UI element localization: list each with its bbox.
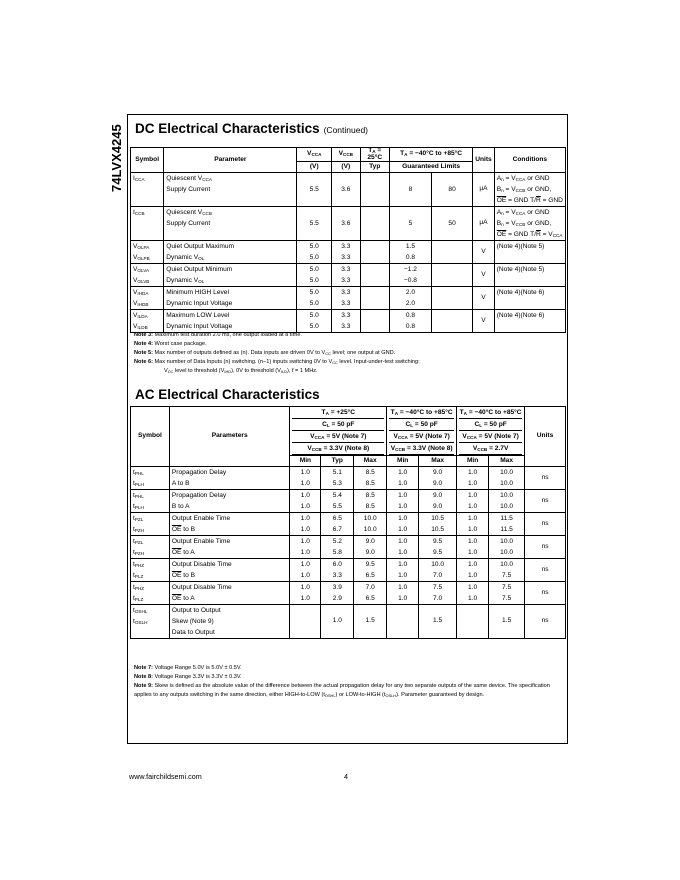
dc-row xyxy=(131,310,566,333)
dc-parameter: Quiet Output Maximum Dynamic $V_{OL}$ xyxy=(164,241,297,264)
side-part-number xyxy=(108,114,126,194)
dc-limit-85c xyxy=(431,241,472,264)
dc-units: µA xyxy=(473,173,494,207)
ac-parameter: Output Disable Time $\overline{OE}$ to B xyxy=(169,559,290,582)
ac-value: 1.0 1.0 xyxy=(290,559,321,582)
ac-units: ns xyxy=(525,559,566,582)
ac-value xyxy=(387,605,419,639)
ac-value: 3.9 2.9 xyxy=(321,582,354,605)
ac-value: 10.0 10.0 xyxy=(489,536,525,559)
ac-value: 10.0 7.0 xyxy=(419,559,457,582)
note: Note 9: Skew is defined as the absolute value of the difference between the actual propagation delay for any two separate outputs of the same device. The specification applies to any outputs switching in the same direction, either HIGH-to-LOW $(t_{OSHL})$ or LOW-to-HIGH $(t_{OSLH})$. Parameter guaranteed by design. xyxy=(134,683,550,698)
dc-limit-25c: −1.2 −0.8 xyxy=(389,264,431,287)
ac-value: 1.0 1.0 xyxy=(457,559,489,582)
ac-units: ns xyxy=(525,536,566,559)
ac-value: 5.2 5.8 xyxy=(321,536,354,559)
dc-vcca: 5.0 5.0 xyxy=(297,310,332,333)
dc-parameter: Quiescent $V_{CCB}$ Supply Current xyxy=(164,207,297,241)
dc-vccb: 3.3 3.3 xyxy=(332,310,361,333)
ac-value: 1.0 1.0 xyxy=(387,536,419,559)
ac-value: 1.5 xyxy=(354,605,387,639)
dc-row xyxy=(131,287,566,310)
ac-value: 7.0 6.5 xyxy=(354,582,387,605)
ac-parameter: Output Enable Time $\overline{OE}$ to A xyxy=(169,536,290,559)
ac-units: ns xyxy=(525,490,566,513)
dc-units: V xyxy=(473,310,494,333)
dc-parameter: Minimum HIGH Level Dynamic Input Voltage xyxy=(164,287,297,310)
ac-header-max: Max xyxy=(489,456,525,467)
dc-parameter: Quiet Output Minimum Dynamic $V_{OL}$ xyxy=(164,264,297,287)
dc-conditions: (Note 4)(Note 5) xyxy=(494,264,565,287)
ac-row-skew xyxy=(131,605,566,639)
dc-vccb: 3.3 3.3 xyxy=(332,287,361,310)
note: Note 6: Max number of Data Inputs (n) switching. (n−1) inputs switching 0V to $V_{CC}$ level. Input-under-test switching: xyxy=(134,359,420,365)
ac-value: 5.1 5.3 xyxy=(321,467,354,490)
ac-value: 10.5 10.5 xyxy=(419,513,457,536)
ac-value: 6.5 6.7 xyxy=(321,513,354,536)
dc-header-ta-range: $T_A = -40^\circ C$ to +85°C xyxy=(389,148,472,162)
ac-symbol: $t_{PZL}$ $t_{PZH}$ xyxy=(131,536,170,559)
ac-header-min: Min xyxy=(457,456,489,467)
dc-limit-25c: 1.5 0.8 xyxy=(389,241,431,264)
dc-header-ta25: $T_A = 25^\circ C$ xyxy=(360,148,389,162)
ac-value: 9.5 9.5 xyxy=(419,536,457,559)
ac-value: 7.5 7.0 xyxy=(419,582,457,605)
footer-url[interactable]: www.fairchildsemi.com xyxy=(129,772,202,781)
dc-limit-85c xyxy=(431,264,472,287)
ac-value: 1.0 xyxy=(321,605,354,639)
ac-value: 7.5 7.5 xyxy=(489,582,525,605)
dc-limit-25c: 8 xyxy=(389,173,431,207)
ac-parameter: Output to Output Skew (Note 9) Data to Output xyxy=(169,605,290,639)
dc-row xyxy=(131,207,566,241)
ac-header-typ: Typ xyxy=(321,456,354,467)
ac-symbol: $t_{PHL}$ $t_{PLH}$ xyxy=(131,467,170,490)
ac-header-max: Max xyxy=(419,456,457,467)
dc-units: V xyxy=(473,287,494,310)
ac-symbol: $t_{PHL}$ $t_{PLH}$ xyxy=(131,490,170,513)
ac-parameter: Output Disable Time $\overline{OE}$ to A xyxy=(169,582,290,605)
dc-vccb: 3.3 3.3 xyxy=(332,241,361,264)
dc-conditions: (Note 4)(Note 6) xyxy=(494,287,565,310)
dc-symbol: $V_{ILDA}$ $V_{ILDB}$ xyxy=(131,310,164,333)
ac-units: ns xyxy=(525,513,566,536)
note: Note 4: Worst case package. xyxy=(134,341,207,347)
ac-header-group-85c-3v3: $T_A = -40^\circ C$ to +85°C $C_L = 50$ pF $V_{CCA} = 5V$ (Note 7) $V_{CCB} = 3.3V$ (Note 8) xyxy=(387,407,457,456)
ac-value: 6.0 3.3 xyxy=(321,559,354,582)
dc-vcca: 5.0 5.0 xyxy=(297,264,332,287)
dc-units: V xyxy=(473,241,494,264)
ac-symbol: $t_{PHZ}$ $t_{PLZ}$ xyxy=(131,582,170,605)
dc-conditions: (Note 4)(Note 5) xyxy=(494,241,565,264)
ac-value: 1.0 1.0 xyxy=(457,490,489,513)
ac-value: 1.0 1.0 xyxy=(387,559,419,582)
ac-header-max: Max xyxy=(354,456,387,467)
ac-value: 1.0 1.0 xyxy=(387,467,419,490)
ac-value: 1.0 1.0 xyxy=(387,513,419,536)
dc-limit-85c xyxy=(431,310,472,333)
ac-value: 10.0 7.5 xyxy=(489,559,525,582)
ac-units: ns xyxy=(525,582,566,605)
ac-title xyxy=(135,387,320,402)
ac-value: 8.5 8.5 xyxy=(354,467,387,490)
ac-parameter: Output Enable Time $\overline{OE}$ to B xyxy=(169,513,290,536)
dc-header-units: Units xyxy=(473,148,494,173)
ac-header-group-25c: $T_A = +25^\circ C$ $C_L = 50$ pF $V_{CCA} = 5V$ (Note 7) $V_{CCB} = 3.3V$ (Note 8) xyxy=(290,407,387,456)
dc-conditions: $A_n = V_{CCA}$ or GND $B_n = V_{CCB}$ or GND, $\overline{OE}$ = GND $T/\overline{R}$ = GND xyxy=(494,173,565,207)
ac-table xyxy=(130,406,566,639)
ac-value: 1.0 1.0 xyxy=(290,490,321,513)
ac-value: 1.0 1.0 xyxy=(387,490,419,513)
dc-limit-25c: 5 xyxy=(389,207,431,241)
ac-symbol: $t_{PHZ}$ $t_{PLZ}$ xyxy=(131,559,170,582)
dc-vcca: 5.5 xyxy=(297,173,332,207)
note: Note 3: Maximum test duration 2.0 ms, one output loaded at a time. xyxy=(134,332,302,338)
dc-conditions: $A_n = V_{CCA}$ or GND $B_n = V_{CCB}$ or GND, $\overline{OE}$ = GND $T/\overline{R} = V_{CCA}$ xyxy=(494,207,565,241)
ac-value: 1.0 1.0 xyxy=(457,513,489,536)
dc-conditions: (Note 4)(Note 6) xyxy=(494,310,565,333)
ac-value: 11.5 11.5 xyxy=(489,513,525,536)
dc-typ xyxy=(360,207,389,241)
dc-symbol: $V_{IHDA}$ $V_{IHDB}$ xyxy=(131,287,164,310)
ac-row xyxy=(131,536,566,559)
dc-typ xyxy=(360,287,389,310)
dc-vccb: 3.6 xyxy=(332,207,361,241)
note: Note 7: Voltage Range 5.0V is 5.0V ± 0.5V. xyxy=(134,665,242,671)
ac-value xyxy=(457,605,489,639)
ac-header-min: Min xyxy=(290,456,321,467)
dc-header-vccb: $V_{CCB}$ xyxy=(332,148,361,162)
ac-value: 5.4 5.5 xyxy=(321,490,354,513)
dc-symbol: $V_{OLPA}$ $V_{OLPB}$ xyxy=(131,241,164,264)
ac-value: 1.0 1.0 xyxy=(290,582,321,605)
ac-header-units: Units xyxy=(525,407,566,467)
ac-header-min: Min xyxy=(387,456,419,467)
ac-value: 1.0 1.0 xyxy=(290,513,321,536)
dc-limit-25c: 0.8 0.8 xyxy=(389,310,431,333)
ac-value: 1.0 1.0 xyxy=(457,467,489,490)
ac-header-parameters: Parameters xyxy=(169,407,290,467)
ac-header-group-85c-2v7: $T_A = -40^\circ C$ to +85°C $C_L = 50$ pF $V_{CCA} = 5V$ (Note 7) $V_{CCB} = 2.7V$ xyxy=(457,407,525,456)
ac-value: 1.0 1.0 xyxy=(387,582,419,605)
ac-row xyxy=(131,559,566,582)
dc-symbol: $I_{CCA}$ xyxy=(131,173,164,207)
dc-header-typ: Typ xyxy=(360,162,389,173)
ac-value: 1.0 1.0 xyxy=(457,582,489,605)
ac-value: 9.0 9.0 xyxy=(419,467,457,490)
note: $V_{CC}$ level to threshold $(V_{IHD})$, 0V to threshold $(V_{ILD})$, f = 1 MHz. xyxy=(164,368,318,374)
dc-table xyxy=(130,147,566,333)
ac-units: ns xyxy=(525,467,566,490)
ac-value: 9.0 9.0 xyxy=(354,536,387,559)
ac-value: 1.5 xyxy=(419,605,457,639)
ac-value: 1.0 1.0 xyxy=(290,536,321,559)
dc-limit-25c: 2.0 2.0 xyxy=(389,287,431,310)
ac-row xyxy=(131,582,566,605)
dc-vcca: 5.0 5.0 xyxy=(297,241,332,264)
dc-typ xyxy=(360,173,389,207)
ac-title-text: AC Electrical Characteristics xyxy=(135,387,320,402)
ac-value: 1.5 xyxy=(489,605,525,639)
dc-typ xyxy=(360,310,389,333)
dc-typ xyxy=(360,264,389,287)
dc-header-parameter: Parameter xyxy=(164,148,297,173)
dc-limit-85c: 80 xyxy=(431,173,472,207)
dc-units: µA xyxy=(473,207,494,241)
dc-typ xyxy=(360,241,389,264)
ac-row xyxy=(131,467,566,490)
note: Note 5: Max number of outputs defined as (n). Data inputs are driven 0V to $V_{CC}$ level; one output at GND. xyxy=(134,350,396,356)
dc-subtitle: (Continued) xyxy=(323,125,369,135)
ac-notes xyxy=(134,664,564,700)
dc-header-guaranteed: Guaranteed Limits xyxy=(389,162,472,173)
dc-vcca: 5.5 xyxy=(297,207,332,241)
dc-header-vcca: $V_{CCA}$ xyxy=(297,148,332,162)
ac-parameter: Propagation Delay A to B xyxy=(169,467,290,490)
dc-header-conditions: Conditions xyxy=(494,148,565,173)
ac-value: 8.5 8.5 xyxy=(354,490,387,513)
ac-parameter: Propagation Delay B to A xyxy=(169,490,290,513)
ac-symbol: $t_{PZL}$ $t_{PZH}$ xyxy=(131,513,170,536)
dc-vccb: 3.3 3.3 xyxy=(332,264,361,287)
ac-value: 10.0 10.0 xyxy=(489,467,525,490)
dc-title xyxy=(135,121,368,136)
ac-value: 10.0 10.0 xyxy=(489,490,525,513)
dc-symbol: $I_{CCB}$ xyxy=(131,207,164,241)
dc-notes xyxy=(134,331,564,376)
ac-row xyxy=(131,513,566,536)
part-number-text: 74LVX4245 xyxy=(109,124,124,192)
dc-symbol: $V_{OLVA}$ $V_{OLVB}$ xyxy=(131,264,164,287)
ac-value: 9.5 6.5 xyxy=(354,559,387,582)
dc-title-text: DC Electrical Characteristics xyxy=(135,121,320,136)
dc-header-vcca-unit: (V) xyxy=(297,162,332,173)
dc-row xyxy=(131,264,566,287)
dc-parameter: Quiescent $V_{CCA}$ Supply Current xyxy=(164,173,297,207)
dc-vccb: 3.6 xyxy=(332,173,361,207)
dc-limit-85c xyxy=(431,287,472,310)
ac-value: 9.0 9.0 xyxy=(419,490,457,513)
ac-header-symbol: Symbol xyxy=(131,407,170,467)
ac-units: ns xyxy=(525,605,566,639)
ac-row xyxy=(131,490,566,513)
note: Note 8: Voltage Range 3.3V is 3.3V ± 0.3V. xyxy=(134,674,242,680)
dc-units: V xyxy=(473,264,494,287)
dc-limit-85c: 50 xyxy=(431,207,472,241)
dc-header-vccb-unit: (V) xyxy=(332,162,361,173)
ac-value xyxy=(290,605,321,639)
footer-page-number: 4 xyxy=(344,772,348,781)
dc-header-symbol: Symbol xyxy=(131,148,164,173)
dc-parameter: Maximum LOW Level Dynamic Input Voltage xyxy=(164,310,297,333)
dc-row xyxy=(131,173,566,207)
ac-symbol: $t_{OSHL}$ $t_{OSLH}$ xyxy=(131,605,170,639)
dc-row xyxy=(131,241,566,264)
dc-vcca: 5.0 5.0 xyxy=(297,287,332,310)
ac-value: 1.0 1.0 xyxy=(457,536,489,559)
ac-value: 10.0 10.0 xyxy=(354,513,387,536)
ac-value: 1.0 1.0 xyxy=(290,467,321,490)
